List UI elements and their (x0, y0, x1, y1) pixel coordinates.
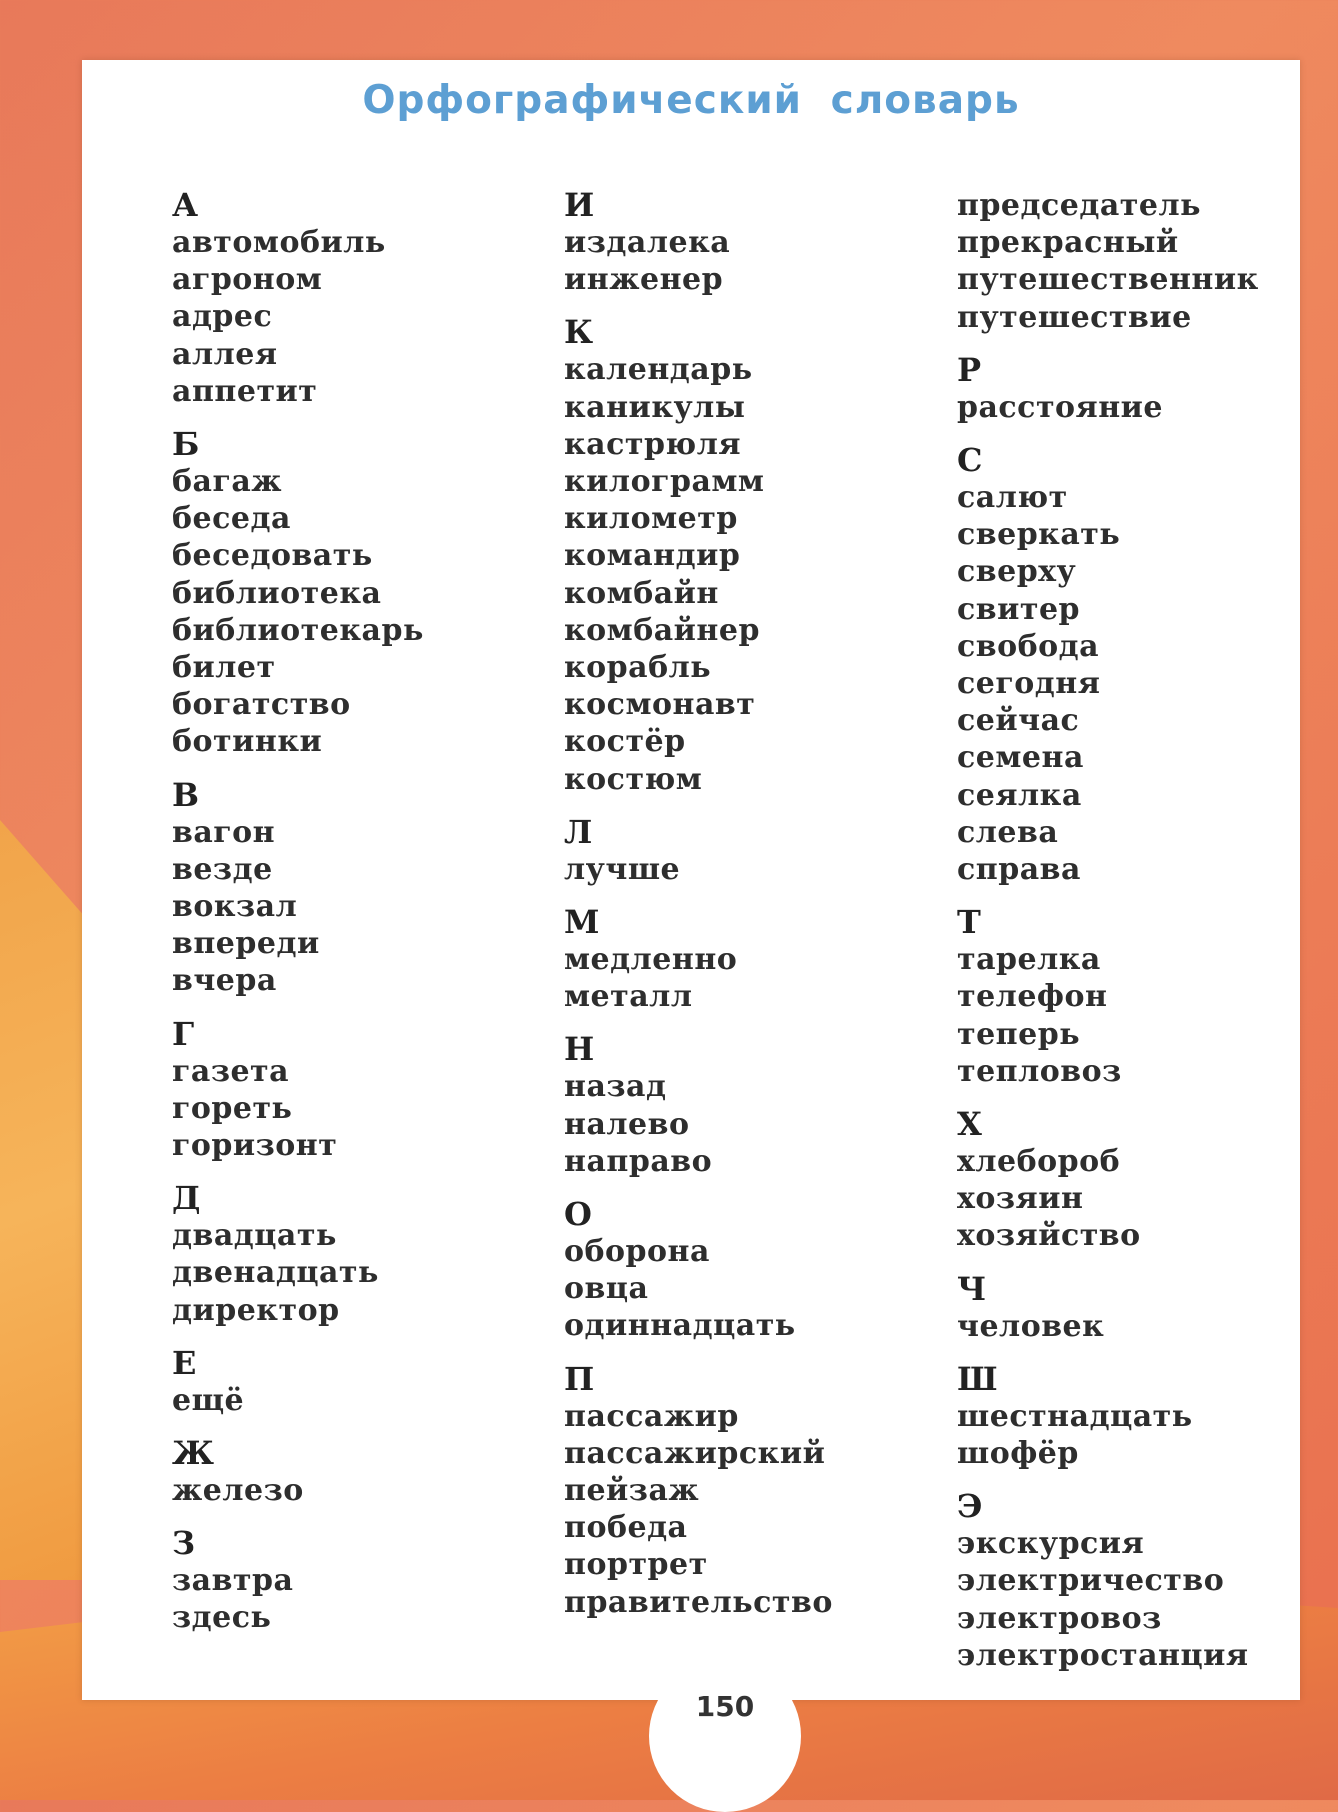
section-letter: Т (957, 903, 981, 942)
dictionary-word: календарь (564, 352, 753, 388)
dictionary-word: электростанция (957, 1637, 1249, 1673)
dictionary-word: багаж (172, 464, 283, 500)
section-letter: В (172, 775, 200, 814)
letter-section (957, 1361, 1259, 1472)
dictionary-word: тарелка (957, 942, 1101, 978)
dictionary-page (82, 60, 1300, 1700)
dictionary-word: библиотека (172, 575, 382, 611)
dictionary-word: комбайн (564, 575, 719, 611)
dictionary-word: двенадцать (172, 1255, 379, 1291)
dictionary-word: победа (564, 1510, 688, 1546)
dictionary-word: салют (957, 480, 1068, 516)
dictionary-word: издалека (564, 225, 731, 260)
letter-section (957, 1106, 1259, 1255)
dictionary-word: ботинки (172, 724, 323, 760)
dictionary-word: богатство (172, 687, 351, 723)
dictionary-word: агроном (172, 262, 323, 298)
dictionary-word: правительство (564, 1584, 833, 1620)
dictionary-word: свитер (957, 591, 1081, 627)
dictionary-word: здесь (172, 1600, 272, 1636)
dictionary-word: прекрасный (957, 225, 1179, 261)
dictionary-word: везде (172, 851, 273, 887)
section-letter: Э (957, 1487, 983, 1526)
dictionary-word: директор (172, 1292, 340, 1328)
dictionary-word: шестнадцать (957, 1398, 1193, 1434)
dictionary-word: сверкать (957, 517, 1121, 553)
dictionary-word: электричество (957, 1563, 1225, 1599)
section-letter: Р (957, 350, 982, 389)
dictionary-word: портрет (564, 1547, 708, 1583)
dictionary-word: гореть (172, 1090, 293, 1126)
dictionary-word: вчера (172, 963, 277, 999)
dictionary-word: космонавт (564, 687, 756, 723)
dictionary-word: экскурсия (957, 1526, 1145, 1562)
dictionary-word: сеялка (957, 777, 1082, 813)
dictionary-word: справа (957, 852, 1081, 888)
letter-section (564, 1031, 833, 1180)
dictionary-word: назад (564, 1069, 667, 1105)
dictionary-word: сегодня (957, 666, 1101, 702)
dictionary-word: билет (172, 650, 276, 686)
letter-section (172, 1016, 424, 1165)
dictionary-word: сверху (957, 554, 1077, 590)
letter-section (172, 777, 424, 1000)
page-number: 150 (695, 1690, 755, 1723)
letter-section (957, 904, 1259, 1090)
section-letter: Е (172, 1343, 197, 1382)
dictionary-word: горизонт (172, 1128, 338, 1164)
dictionary-word: свобода (957, 628, 1100, 664)
dictionary-word: двадцать (172, 1218, 337, 1254)
dictionary-word: овца (564, 1271, 649, 1307)
letter-section (172, 187, 424, 410)
dictionary-word: слева (957, 814, 1059, 850)
section-letter: Б (172, 425, 200, 464)
letter-section (564, 904, 833, 1015)
dictionary-word: сейчас (957, 703, 1080, 739)
dictionary-word: тепловоз (957, 1053, 1122, 1089)
dictionary-word: беседовать (172, 538, 373, 574)
dictionary-column-2 (564, 187, 833, 1637)
section-letter: Х (957, 1105, 982, 1144)
section-letter: Д (172, 1179, 201, 1218)
dictionary-word: теперь (957, 1016, 1081, 1052)
letter-section (957, 1271, 1259, 1345)
dictionary-word: каникулы (564, 389, 746, 425)
dictionary-word: корабль (564, 650, 712, 686)
section-letter: Н (564, 1030, 595, 1069)
letter-section (172, 426, 424, 761)
dictionary-word: аппетит (172, 373, 318, 409)
dictionary-word: костюм (564, 761, 703, 797)
dictionary-word: впереди (172, 926, 320, 962)
section-letter: А (172, 186, 199, 224)
dictionary-word: километр (564, 501, 738, 537)
dictionary-word: телефон (957, 979, 1108, 1015)
letter-section (172, 1435, 424, 1509)
letter-section (172, 1525, 424, 1636)
dictionary-word: ещё (172, 1382, 245, 1418)
page-number-tab (649, 1660, 801, 1812)
dictionary-word: адрес (172, 299, 273, 335)
dictionary-word: хозяин (957, 1181, 1084, 1217)
section-letter: О (564, 1195, 592, 1234)
letter-section (564, 814, 833, 888)
letter-section (564, 187, 833, 298)
dictionary-word: завтра (172, 1563, 294, 1599)
dictionary-word: лучше (564, 851, 681, 887)
dictionary-word: газета (172, 1053, 290, 1089)
letter-section (172, 1345, 424, 1419)
dictionary-word: направо (564, 1143, 713, 1179)
letter-section (564, 314, 833, 797)
letter-section (564, 1196, 833, 1345)
dictionary-word: килограмм (564, 464, 765, 500)
dictionary-word: семена (957, 740, 1084, 776)
letter-section (957, 442, 1259, 888)
dictionary-column-1 (172, 187, 424, 1653)
dictionary-word: председатель (957, 188, 1201, 223)
section-letter: Ш (957, 1359, 998, 1398)
letter-section (957, 1488, 1259, 1674)
dictionary-word: инженер (564, 262, 724, 298)
section-letter: П (564, 1359, 595, 1398)
letter-section (957, 352, 1259, 426)
page-title: Орфографический словарь (362, 78, 1020, 123)
dictionary-word: одиннадцать (564, 1308, 796, 1344)
dictionary-word: пассажир (564, 1398, 739, 1434)
letter-section (172, 1180, 424, 1329)
letter-section (564, 1361, 833, 1621)
dictionary-word: хозяйство (957, 1218, 1141, 1254)
section-letter: С (957, 441, 983, 480)
section-letter: Ч (957, 1269, 987, 1308)
dictionary-word: вагон (172, 814, 276, 850)
dictionary-word: пейзаж (564, 1473, 700, 1509)
dictionary-word: кастрюля (564, 426, 742, 462)
dictionary-word: библиотекарь (172, 612, 424, 648)
section-letter: М (564, 903, 600, 942)
dictionary-word: вокзал (172, 889, 298, 925)
dictionary-word: оборона (564, 1234, 710, 1270)
section-letter: Г (172, 1014, 195, 1053)
dictionary-word: беседа (172, 501, 291, 537)
dictionary-word: комбайнер (564, 612, 760, 648)
dictionary-word: медленно (564, 942, 738, 978)
dictionary-word: человек (957, 1308, 1105, 1344)
section-letter: И (564, 186, 595, 224)
dictionary-word: путешественник (957, 262, 1259, 298)
dictionary-word: автомобиль (172, 225, 386, 260)
section-letter: З (172, 1524, 196, 1563)
dictionary-word: шофёр (957, 1436, 1079, 1472)
dictionary-word: аллея (172, 336, 278, 372)
dictionary-word: налево (564, 1106, 690, 1142)
dictionary-word: металл (564, 979, 693, 1015)
dictionary-word: пассажирский (564, 1435, 826, 1471)
section-letter: Л (564, 812, 593, 851)
dictionary-word: электровоз (957, 1600, 1162, 1636)
dictionary-word: железо (172, 1473, 304, 1509)
dictionary-word: костёр (564, 724, 686, 760)
dictionary-word: расстояние (957, 389, 1164, 425)
section-letter: К (564, 313, 594, 352)
dictionary-column-3 (957, 187, 1259, 1690)
letter-section (957, 187, 1259, 336)
section-letter: Ж (172, 1434, 214, 1473)
dictionary-word: хлебороб (957, 1144, 1121, 1180)
dictionary-word: путешествие (957, 299, 1192, 335)
dictionary-word: командир (564, 538, 741, 574)
